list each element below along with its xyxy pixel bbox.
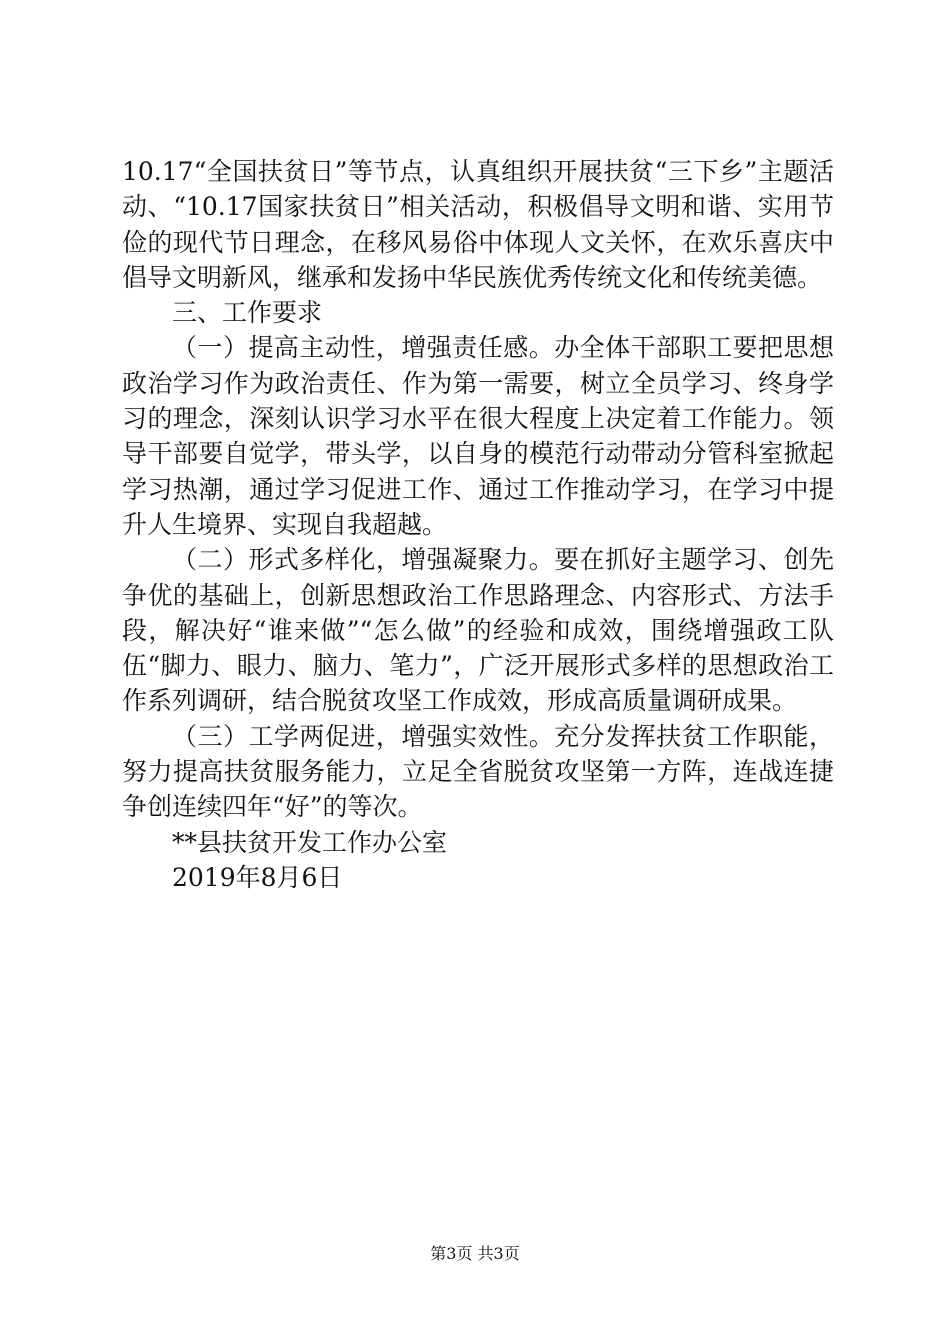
section-heading-work-requirements: 三、工作要求 bbox=[172, 298, 323, 328]
paragraph-item-2: （二）形式多样化，增强凝聚力。要在抓好主题学习、创先争优的基础上，创新思想政治工作思路理念、内容形式、方法手段，解决好“谁来做”“怎么做”的经验和成效，围绕增强政工队伍“脚力、眼力、脑力、笔力”，广泛开展形式多样的思想政治工作系列调研，结合脱贫攻坚工作成效，形成高质量调研成果。 bbox=[122, 545, 834, 716]
paragraph-item-3: （三）工学两促进，增强实效性。充分发挥扶贫工作职能，努力提高扶贫服务能力，立足全省脱贫攻坚第一方阵，连战连捷争创连续四年“好”的等次。 bbox=[122, 721, 834, 822]
document-body bbox=[122, 154, 834, 895]
paragraph-item-1: （一）提高主动性，增强责任感。办全体干部职工要把思想政治学习作为政治责任、作为第一需要，树立全员学习、终身学习的理念，深刻认识学习水平在很大程度上决定着工作能力。领导干部要自觉学，带头学，以自身的模范行动带动分管科室掀起学习热潮，通过学习促进工作、通过工作推动学习，在学习中提升人生境界、实现自我超越。 bbox=[122, 333, 834, 539]
signature-organization: **县扶贫开发工作办公室 bbox=[172, 827, 448, 857]
page-number-footer: 第3页 共3页 bbox=[430, 1244, 520, 1263]
paragraph-continuation: 10.17“全国扶贫日”等节点，认真组织开展扶贫“三下乡”主题活动、“10.17国家扶贫日”相关活动，积极倡导文明和谐、实用节俭的现代节日理念，在移风易俗中体现人文关怀，在欢乐喜庆中倡导文明新风，继承和发扬中华民族优秀传统文化和传统美德。 bbox=[122, 157, 834, 292]
signature-date: 2019年8月6日 bbox=[172, 862, 343, 892]
